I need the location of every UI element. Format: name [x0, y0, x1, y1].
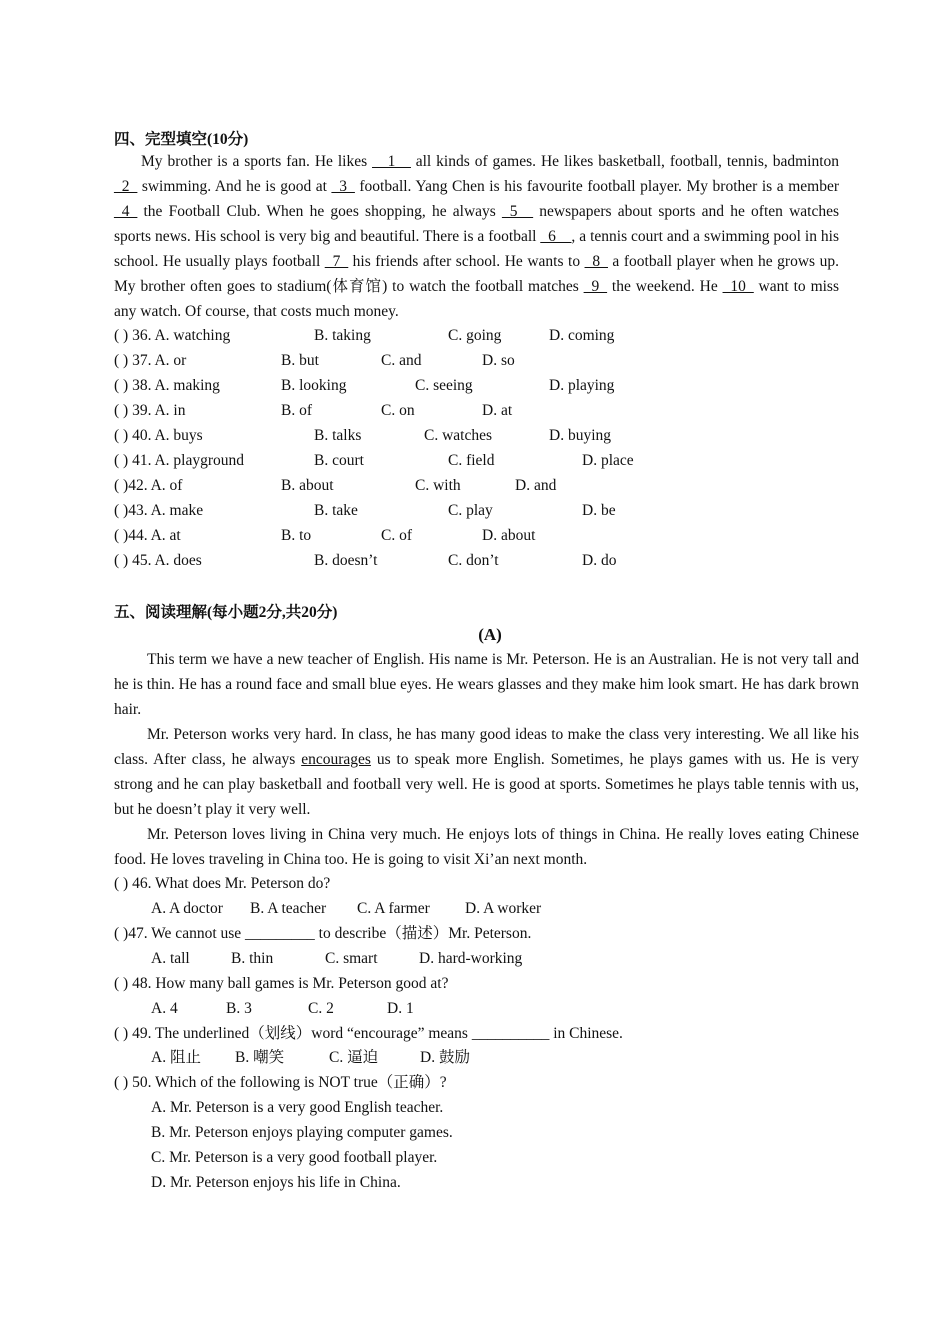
- question-50: ( ) 50. Which of the following is NOT true（正确）?: [114, 1074, 447, 1091]
- option-d: D. be: [582, 502, 616, 519]
- reading-paragraph-2: [114, 722, 859, 822]
- question-stem: ( ) 39. A. in: [114, 402, 186, 419]
- option-d: D. coming: [549, 327, 615, 344]
- question-stem: ( ) 37. A. or: [114, 352, 187, 369]
- passage-text: the weekend. He: [607, 278, 723, 295]
- blank-3: _3_: [331, 178, 355, 195]
- option-d: D. so: [482, 352, 515, 369]
- option-b: B. but: [281, 352, 319, 369]
- question-50-option-d: D. Mr. Peterson enjoys his life in China.: [151, 1174, 401, 1191]
- blank-9: _9_: [583, 278, 607, 295]
- blank-7: _7_: [324, 253, 349, 270]
- option-b: B. of: [281, 402, 312, 419]
- option-b: B. about: [281, 477, 334, 494]
- question-50-option-b: B. Mr. Peterson enjoys playing computer games.: [151, 1124, 453, 1141]
- option-b: B. to: [281, 527, 312, 544]
- reading-paragraph-3: Mr. Peterson loves living in China very much. He enjoys lots of things in China. He really loves eating Chinese food. He loves traveling in China too. He is going to visit Xi’an next month.: [114, 826, 859, 868]
- question-46: ( ) 46. What does Mr. Peterson do?: [114, 875, 331, 892]
- question-48: ( ) 48. How many ball games is Mr. Peterson good at?: [114, 975, 449, 992]
- option-c: C. watches: [424, 427, 493, 444]
- question-49: ( ) 49. The underlined（划线）word “encourage” means __________ in Chinese.: [114, 1025, 623, 1042]
- passage-text: all kinds of games. He likes basketball, football, tennis, badminton: [410, 153, 839, 170]
- blank-8: _8_: [584, 253, 608, 270]
- passage-text: swimming. And he is good at: [137, 178, 332, 195]
- option-b: B. 3: [226, 1000, 252, 1017]
- paragraph-text: us to speak more English. Sometimes, he plays games with us. He is very strong and he can play basketball and football very well. He is good at sports. Sometimes he plays table tennis with us, but he doesn’t play it very well.: [114, 751, 860, 818]
- blank-4: _4_: [114, 203, 138, 220]
- option-d: D. do: [582, 552, 617, 569]
- blank-6: _6__: [540, 228, 572, 245]
- option-d: D. playing: [549, 377, 615, 394]
- question-stem: ( ) 41. A. playground: [114, 452, 245, 469]
- option-a: A. A doctor: [151, 900, 223, 917]
- option-a: A. 阻止: [151, 1049, 201, 1066]
- option-d: D. 1: [387, 1000, 414, 1017]
- question-stem: ( )44. A. at: [114, 527, 181, 544]
- section-five-heading: 五、阅读理解(每小题2分,共20分): [114, 604, 338, 621]
- underlined-word: encourages: [301, 751, 371, 768]
- option-d: D. about: [482, 527, 536, 544]
- passage-text: football. Yang Chen is his favourite football player. My brother is a member: [354, 178, 839, 195]
- question-50-option-c: C. Mr. Peterson is a very good football player.: [151, 1149, 438, 1166]
- question-stem: ( )42. A. of: [114, 477, 183, 494]
- question-stem: ( ) 36. A. watching: [114, 327, 231, 344]
- reading-paragraph-1: This term we have a new teacher of English. His name is Mr. Peterson. He is an Australian. He is not very tall and he is thin. He has a round face and small blue eyes. He wears glasses and they make him look smart. He has dark brown hair.: [114, 651, 859, 718]
- option-c: C. 2: [308, 1000, 334, 1017]
- option-b: B. thin: [231, 950, 274, 967]
- option-c: C. play: [448, 502, 493, 519]
- paragraph-text: Mr. Peterson works very hard. In class, he has many good ideas to make the class very interesting. We all like his class. After class, he always: [114, 726, 859, 768]
- blank-2: _2_: [114, 178, 138, 195]
- passage-text: his friends after school. He wants to: [348, 253, 585, 270]
- option-b: B. taking: [314, 327, 371, 344]
- option-c: C. on: [381, 402, 415, 419]
- option-d: D. buying: [549, 427, 611, 444]
- option-d: D. place: [582, 452, 634, 469]
- option-c: C. 逼迫: [329, 1049, 379, 1066]
- passage-text: want to miss any watch. Of course, that costs much money.: [114, 278, 839, 320]
- passage-text: , a tennis court and a swimming pool in his school. He usually plays football: [114, 228, 839, 270]
- option-c: C. of: [381, 527, 412, 544]
- passage-text: My brother is a sports fan. He likes: [141, 153, 373, 170]
- option-c: C. going: [448, 327, 502, 344]
- passage-text: a football player when he grows up. My brother often goes to stadium(体育馆) to watch the football matches: [114, 253, 839, 295]
- option-c: C. A farmer: [357, 900, 430, 917]
- option-c: C. and: [381, 352, 422, 369]
- option-c: C. don’t: [448, 552, 499, 569]
- question-stem: ( ) 38. A. making: [114, 377, 220, 394]
- option-d: D. hard-working: [419, 950, 523, 967]
- passage-text: newspapers about sports and he often watches sports news. His school is very big and beautiful. There is a football: [114, 203, 840, 245]
- question-stem: ( ) 45. A. does: [114, 552, 202, 569]
- option-b: B. talks: [314, 427, 362, 444]
- passage-text: the Football Club. When he goes shopping, he always: [137, 203, 503, 220]
- option-d: D. A worker: [465, 900, 542, 917]
- blank-10: _10_: [722, 278, 754, 295]
- option-c: C. smart: [325, 950, 378, 967]
- option-a: A. 4: [151, 1000, 178, 1017]
- option-b: B. doesn’t: [314, 552, 378, 569]
- option-d: D. 鼓励: [420, 1049, 470, 1066]
- option-b: B. 嘲笑: [235, 1049, 285, 1066]
- option-b: B. take: [314, 502, 358, 519]
- blank-5: _5__: [502, 203, 534, 220]
- option-b: B. looking: [281, 377, 347, 394]
- question-stem: ( )43. A. make: [114, 502, 204, 519]
- option-c: C. seeing: [415, 377, 473, 394]
- option-d: D. at: [482, 402, 513, 419]
- option-c: C. field: [448, 452, 495, 469]
- option-b: B. court: [314, 452, 364, 469]
- passage-title: (A): [478, 625, 502, 644]
- question-50-option-a: A. Mr. Peterson is a very good English teacher.: [151, 1099, 444, 1116]
- question-47: ( )47. We cannot use _________ to describe（描述）Mr. Peterson.: [114, 925, 532, 942]
- option-c: C. with: [415, 477, 461, 494]
- option-d: D. and: [515, 477, 557, 494]
- option-a: A. tall: [151, 950, 190, 967]
- blank-1: __1__: [372, 153, 411, 170]
- question-stem: ( ) 40. A. buys: [114, 427, 203, 444]
- option-b: B. A teacher: [250, 900, 327, 917]
- section-four-heading: 四、完型填空(10分): [114, 131, 249, 148]
- cloze-passage: [114, 149, 839, 324]
